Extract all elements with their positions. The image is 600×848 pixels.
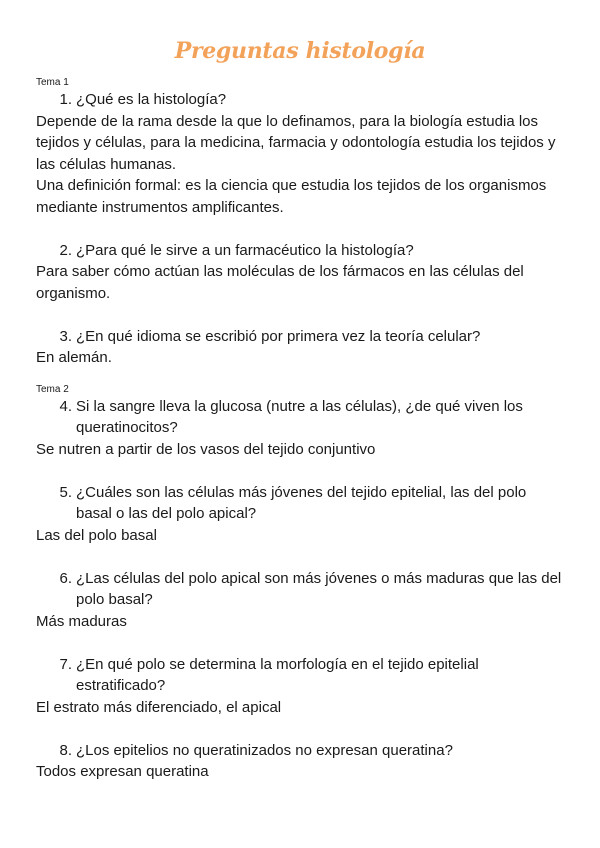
answer: Todos expresan queratina (36, 763, 209, 780)
answer: El estrato más diferenciado, el apical (36, 698, 282, 716)
answer: En alemán. (36, 349, 112, 366)
question-text: ¿Los epitelios no queratinizados no expresan queratina? (76, 741, 453, 759)
answer: Una definición formal: es la ciencia que estudia los tejidos de los organismos mediante instrumentos amplificantes. (36, 177, 547, 216)
question-text: Si la sangre lleva la glucosa (nutre a las células), ¿de qué viven los queratinocitos? (76, 397, 523, 436)
section-label: Tema 1 (36, 77, 69, 88)
question-text: ¿Cuáles son las células más jóvenes del tejido epitelial, las del polo basal o las del polo apical? (76, 483, 527, 522)
answer: Para saber cómo actúan las moléculas de los fármacos en las células del organismo. (36, 263, 524, 302)
section-label: Tema 2 (36, 383, 69, 395)
question-number: 7. (59, 655, 72, 673)
answer: Las del polo basal (36, 526, 157, 544)
question-number: 5. (59, 483, 72, 501)
question (36, 89, 566, 111)
question-number: 3. (59, 327, 72, 345)
question-number: 2. (59, 241, 72, 259)
question-number: 1. (59, 91, 72, 108)
question (36, 326, 566, 348)
answer: Más maduras (36, 612, 127, 630)
question-text: ¿Qué es la histología? (76, 91, 227, 108)
question-text: ¿En qué polo se determina la morfología en el tejido epitelial estratificado? (76, 655, 479, 694)
question (36, 482, 566, 525)
question-number: 4. (59, 397, 72, 415)
answer: Se nutren a partir de los vasos del tejido conjuntivo (36, 440, 376, 458)
document-title: Preguntas histología (174, 38, 426, 64)
question (36, 740, 566, 762)
question-text: ¿Las células del polo apical son más jóvenes o más maduras que las del polo basal? (76, 569, 562, 608)
question (36, 568, 566, 611)
question (36, 654, 566, 697)
document-body (36, 76, 566, 783)
question (36, 240, 566, 262)
question-text: ¿En qué idioma se escribió por primera vez la teoría celular? (76, 327, 481, 345)
question-number: 8. (59, 741, 72, 759)
question (36, 396, 566, 439)
question-text: ¿Para qué le sirve a un farmacéutico la histología? (76, 241, 414, 259)
answer: Depende de la rama desde la que lo definamos, para la biología estudia los tejidos y células, para la medicina, farmacia y odontología estudia los tejidos y las células humanas. (36, 112, 556, 173)
question-number: 6. (59, 569, 72, 587)
